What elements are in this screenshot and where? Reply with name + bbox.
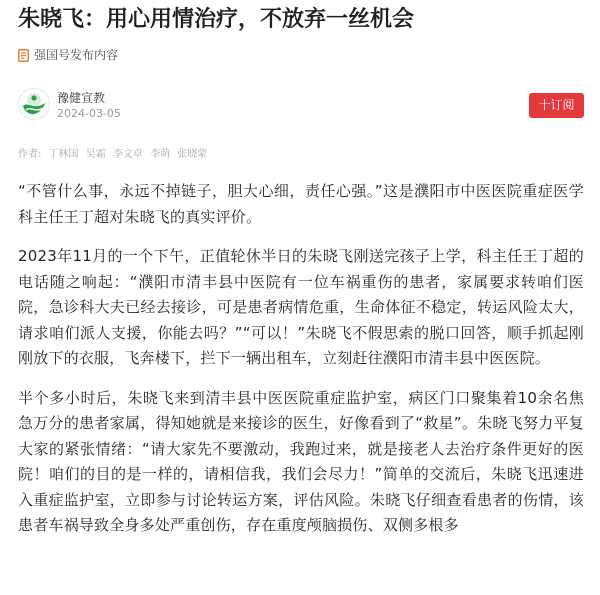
subscribe-button[interactable]: 十订阅: [529, 93, 584, 118]
byline-author: 吴霜: [85, 149, 106, 160]
byline-author: 丁林国: [48, 149, 79, 160]
yujian-logo-icon[interactable]: [18, 88, 50, 120]
author-name[interactable]: 豫健宣教: [57, 91, 106, 105]
byline-author: 李文卓: [112, 149, 143, 160]
byline-author: 张晓蒙: [177, 149, 208, 160]
article-paragraph: “不管什么事，永远不掉链子，胆大心细，责任心强。”这是濮阳市中医医院重症医学科主任王丁超对朱晓飞的真实评价。: [18, 182, 584, 226]
byline: [18, 148, 211, 162]
publish-date: 2024-03-05: [57, 107, 121, 120]
byline-author: 李萌: [150, 149, 171, 160]
byline-label: 作者:: [18, 149, 42, 160]
article-paragraph: 2023年11月的一个下午，正值轮休半日的朱晓飞刚送完孩子上学，科主任王丁超的电话随之响起：“濮阳市清丰县中医院有一位车祸重伤的患者，家属要求转咱们医院，急诊科大夫已经去接诊，可是患者病情危重，生命体征不稳定，转运风险太大，请求咱们派人支援，你能去吗？”“可以！”朱晓飞不假思索的脱口回答，顺手抓起刚刚放下的衣服，飞奔楼下，拦下一辆出租车，立刻赶往濮阳市清丰县中医医院。: [18, 247, 584, 367]
source-line: [18, 45, 118, 65]
article-paragraph: 半个多小时后，朱晓飞来到清丰县中医医院重症监护室，病区门口聚集着10余名焦急万分的患者家属，得知她就是来接诊的医生，好像看到了“救星”。朱晓飞努力平复大家的紧张情绪：“请大家先不要激动，我跑过来，就是接老人去治疗条件更好的医院！咱们的目的是一样的，请相信我，我们会尽力！”简单的交流后，朱晓飞迅速进入重症监护室，立即参与讨论转运方案，评估风险。朱晓飞仔细查看患者的伤情，该患者车祸导致全身多处严重创伤，存在重度颅脑损伤、双侧多根多: [18, 388, 584, 534]
document-icon: [18, 49, 29, 62]
article-body: [18, 179, 584, 553]
source-text: 强国号发布内容: [34, 48, 119, 62]
article-title: 朱晓飞：用心用情治疗，不放弃一丝机会: [18, 7, 415, 32]
